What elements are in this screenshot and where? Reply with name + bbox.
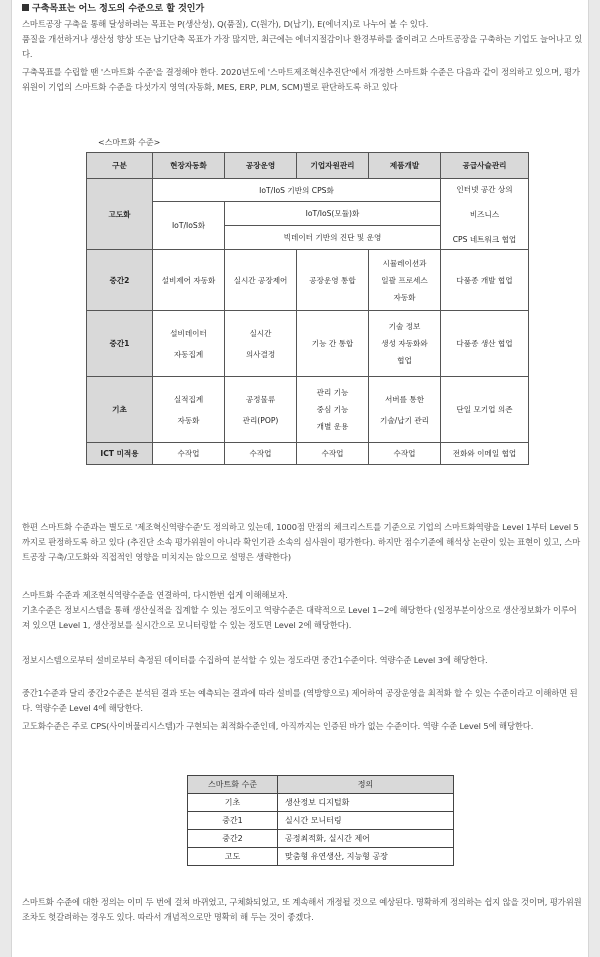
smart-level-table — [86, 152, 529, 465]
table-cell: 공장운영 통합 — [297, 250, 369, 311]
intro-paragraph-2: 품질을 개선하거나 생산성 향상 또는 납기단축 목표가 가장 많지만, 최근에는 에너지절감이나 환경부하를 줄이려고 스마트공장을 구축하는 기업도 늘어나고 있다. — [22, 34, 583, 60]
table-cell: 실시간 의사결정 — [225, 311, 297, 377]
table-cell: IoT/IoS화 — [153, 202, 225, 250]
header-cell: 구분 — [87, 153, 153, 179]
table-row — [188, 830, 454, 848]
table-row — [87, 443, 529, 465]
table-cell: 실적집계 자동화 — [153, 377, 225, 443]
table-row — [188, 794, 454, 812]
table-cell: 생산정보 디지털화 — [278, 794, 454, 812]
level-label: 중간2 — [87, 250, 153, 311]
table-cell: 수작업 — [297, 443, 369, 465]
table-caption: <스마트화 수준> — [98, 138, 161, 147]
table-row — [188, 848, 454, 866]
level-label: 기초 — [87, 377, 153, 443]
table-cell: 다품종 생산 협업 — [441, 311, 529, 377]
body-paragraph-3: 기초수준은 정보시스템을 통해 생산실적을 집계할 수 있는 정도이고 역량수준은 대략적으로 Level 1~2에 해당한다 (일정부분이상으로 생산정보화가 이루어져 있으면 Level 1, 생산정보를 실시간으로 모니터링할 수 있는 정도면 Level 2에 해당한다). — [22, 605, 577, 631]
table-cell: 서버를 통한 기술/납기 관리 — [369, 377, 441, 443]
table-cell: IoT/IoS(모듈)화 — [225, 202, 441, 226]
table-cell: 수작업 — [225, 443, 297, 465]
body-paragraph-5: 중간1수준과 달리 중간2수준은 분석된 결과 또는 예측되는 결과에 따라 설비를 (역방향으로) 제어하여 공장운영을 최적화 할 수 있는 수준이라고 이해하면 된다. 역량수준 Level 4에 해당한다. — [22, 688, 578, 714]
body-paragraph-1: 한편 스마트화 수준과는 별도로 '제조혁신역량수준'도 정의하고 있는데, 1000점 만점의 체크리스트를 기준으로 기업의 스마트화역량을 Level 1부터 Level 5까지로 판정하도록 하고 있다 (추진단 소속 평가위원이 아니라 확인기관 소속의 심사원이 평가한다). 하지만 점수기준에 해석상 논란이 있는 표현이 있고, 스마트공장 구축/고도화와 직접적인 영향을 미치지는 않으므로 설명은 생략한다) — [22, 522, 581, 563]
level-label: 중간1 — [87, 311, 153, 377]
table-cell: 관리 기능 중심 기능 개별 운용 — [297, 377, 369, 443]
table-cell: 인터넷 공간 상의 비즈니스 CPS 네트워크 협업 — [441, 179, 529, 250]
table-cell: 전화와 이메일 협업 — [441, 443, 529, 465]
table-cell: 시뮬레이션과 일괄 프로세스 자동화 — [369, 250, 441, 311]
table-cell: 수작업 — [369, 443, 441, 465]
definition-table — [187, 775, 454, 866]
table-cell: 공정물류 관리(POP) — [225, 377, 297, 443]
table-header-row — [188, 776, 454, 794]
header-cell: 공장운영 — [225, 153, 297, 179]
table-row — [87, 179, 529, 202]
body-paragraph-2: 스마트화 수준과 제조현식역량수준을 연결하여, 다시한번 쉽게 이해해보자. — [22, 590, 288, 600]
table-cell: 중간1 — [188, 812, 278, 830]
table-cell: 실시간 공장제어 — [225, 250, 297, 311]
document-page — [11, 0, 589, 957]
header-cell: 제품개발 — [369, 153, 441, 179]
table-cell: 다품종 개발 협업 — [441, 250, 529, 311]
table-row — [87, 377, 529, 443]
table-cell: 맞춤형 유연생산, 지능형 공장 — [278, 848, 454, 866]
intro-paragraph-3: 구축목표를 수립할 땐 '스마트화 수준'을 결정해야 한다. 2020년도에 '스마트제조혁신추진단'에서 개정한 스마트화 수준은 다음과 같이 정의하고 있으며, 평가위원이 기업의 스마트화 수준을 다섯가지 영역(자동화, MES, ERP, PLM, SCM)별로 판단하도록 하고 있다 — [22, 67, 580, 93]
table-row — [188, 812, 454, 830]
table-cell: IoT/IoS 기반의 CPS화 — [153, 179, 441, 202]
level-label: 고도화 — [87, 179, 153, 250]
table-cell: 실시간 모니터링 — [278, 812, 454, 830]
body-paragraph-6: 고도화수준은 주로 CPS(사이버물리시스템)가 구현되는 최적화수준인데, 아직까지는 인증된 바가 없는 수준이다. 역량 수준 Level 5에 해당한다. — [22, 721, 534, 731]
bullet-square-icon — [22, 4, 29, 11]
header-cell: 기업자원관리 — [297, 153, 369, 179]
header-cell: 현장자동화 — [153, 153, 225, 179]
header-cell: 공급사슬관리 — [441, 153, 529, 179]
table-cell: 설비제어 자동화 — [153, 250, 225, 311]
closing-paragraph: 스마트화 수준에 대한 정의는 이미 두 번에 걸쳐 바뀌었고, 구체화되었고, 또 계속해서 개정될 것으로 예상된다. 명확하게 정의하는 쉽지 않을 것이며, 평가위원조차도 헛갈려하는 경우도 있다. 따라서 개념적으로만 명확히 해 두는 것이 좋겠다. — [22, 897, 582, 923]
table-cell: 설비데이터 자동집계 — [153, 311, 225, 377]
table-cell: 고도 — [188, 848, 278, 866]
table-cell: 단일 모기업 의존 — [441, 377, 529, 443]
level-label: ICT 미적용 — [87, 443, 153, 465]
table-cell: 중간2 — [188, 830, 278, 848]
table-row — [87, 311, 529, 377]
table-cell: 수작업 — [153, 443, 225, 465]
table-cell: 기술 정보 생성 자동화와 협업 — [369, 311, 441, 377]
table-cell: 빅데이터 기반의 진단 및 운영 — [225, 226, 441, 250]
table-row — [87, 250, 529, 311]
table-cell: 기초 — [188, 794, 278, 812]
intro-paragraph-1: 스마트공장 구축을 통해 달성하려는 목표는 P(생산성), Q(품질), C(원가), D(납기), E(에너지)로 나누어 볼 수 있다. — [22, 19, 429, 29]
table-cell: 공정최적화, 실시간 제어 — [278, 830, 454, 848]
body-paragraph-4: 정보시스템으로부터 설비로부터 측정된 데이터를 수집하여 분석할 수 있는 정도라면 중간1수준이다. 역량수준 Level 3에 해당한다. — [22, 655, 488, 665]
section-heading: 구축목표는 어느 정도의 수준으로 할 것인가 — [22, 2, 204, 17]
header-cell: 정의 — [278, 776, 454, 794]
table-cell: 기능 간 통합 — [297, 311, 369, 377]
table-header-row — [87, 153, 529, 179]
header-cell: 스마트화 수준 — [188, 776, 278, 794]
